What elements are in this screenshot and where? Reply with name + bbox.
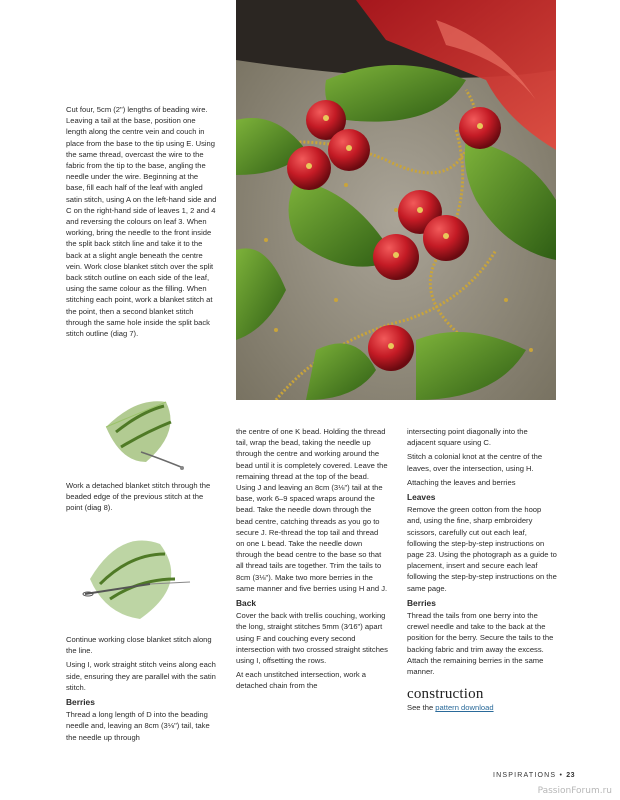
page-number: 23 xyxy=(566,772,576,779)
bead-wrap-paragraph: the centre of one K bead. Holding the thread tail, wrap the bead, taking the needle up through the centre and working around the bead until it is completely covered. Leave the remaining thread at the top of the bead. Using J and leaving an 8cm (3⅛") tail at the base, work 6–9 spaced wraps around the bead. Take the needle down through the bead centre, catching threads as you go to secure J. Re-thread the top tail and thread on one L bead. Take the needle down through the bead centre to the base so that all thread tails are together. Trim the tails to 8cm (3⅛"). Make two more berries in the same manner and five berries using H and J. xyxy=(236,427,388,593)
colonial-knot-paragraph: Stitch a colonial knot at the centre of the leaves, over the intersection, using H. xyxy=(407,452,543,473)
detached-chain-paragraph: At each unstitched intersection, work a detached chain from the xyxy=(236,670,367,691)
berries-heading-right: Berries xyxy=(407,597,436,608)
diagram-8-detached-blanket-stitch xyxy=(80,524,200,630)
trellis-paragraph: Cover the back with trellis couching, working the long, straight stitches 5mm (3⁄16") apart using F and couching every second intersection with two crossed straight stitches using I, offsetting the rows. xyxy=(236,611,388,666)
instructions-right xyxy=(407,426,557,717)
construction-heading: construction xyxy=(407,686,484,703)
pattern-download-link[interactable]: pattern download xyxy=(435,703,494,713)
leaf-instructions-paragraph: Cut four, 5cm (2") lengths of beading wire. Leaving a tail at the base, position one length along the centre vein and couch in place from the base to the tip using E. Using the same thread, overcast the wire to the fabric from the tip to the base, angling the needle under the wire. Beginning at the base, fill each half of the leaf with angled satin stitch, using A on the left-hand side and C on the right-hand side of leaves 1, 2 and 4 and reversing the colours on leaf 3. When working, bring the needle to the front inside the split back stitch line and take it to the back at a slight angle beneath the centre vein. Work close blanket stitch over the split back stitch outline on each side of the leaf, using the same colour as the filling. When stitching each point, work a blanket stitch at the point, then a second blanket stitch through the same hole inside the split back stitch outline (diag 7). xyxy=(66,105,217,339)
leaves-heading: Leaves xyxy=(407,492,436,503)
holly-embroidery-photo xyxy=(236,0,556,400)
blanket-stitch-paragraph: Continue working close blanket stitch along the line. xyxy=(66,635,212,656)
intersection-paragraph: intersecting point diagonally into the adjacent square using C. xyxy=(407,427,528,448)
construction-line xyxy=(407,702,557,713)
instructions-left-bottom xyxy=(66,634,218,746)
back-heading: Back xyxy=(236,598,257,609)
construction-prefix: See the xyxy=(407,703,436,713)
berries-heading: Berries xyxy=(66,697,95,708)
magazine-name: INSPIRATIONS xyxy=(493,772,557,779)
veins-paragraph: Using I, work straight stitch veins along each side, ensuring they are parallel with the satin stitch. xyxy=(66,660,216,692)
diagram-7-blanket-stitch-leaf xyxy=(86,392,192,478)
instructions-left-mid xyxy=(66,480,218,517)
instructions-middle xyxy=(236,426,388,695)
footer-separator: • xyxy=(559,772,564,779)
leaves-paragraph: Remove the green cotton from the hoop and, using the fine, sharp embroidery scissors, carefully cut out each leaf, following the step-by-step instructions on page 23. Using the photograph as a guide to placement, insert and secure each leaf following the step-by-step instructions on the same page. xyxy=(407,505,557,593)
attach-berries-paragraph: Thread the tails from one berry into the crewel needle and take to the back at the position for the berry. Secure the tails to the backing fabric and trim away the excess. Attach the remaining berries in the same manner. xyxy=(407,611,554,677)
page-footer xyxy=(493,772,575,779)
instructions-left-top xyxy=(66,104,218,342)
attaching-paragraph: Attaching the leaves and berries xyxy=(407,477,516,487)
diagram-8-caption: Work a detached blanket stitch through the beaded edge of the previous stitch at the point (diag 8). xyxy=(66,481,211,513)
watermark-text: PassionForum.ru xyxy=(537,786,612,796)
berries-paragraph: Thread a long length of D into the beading needle and, leaving an 8cm (3⅛") tail, take the needle up through xyxy=(66,710,210,742)
